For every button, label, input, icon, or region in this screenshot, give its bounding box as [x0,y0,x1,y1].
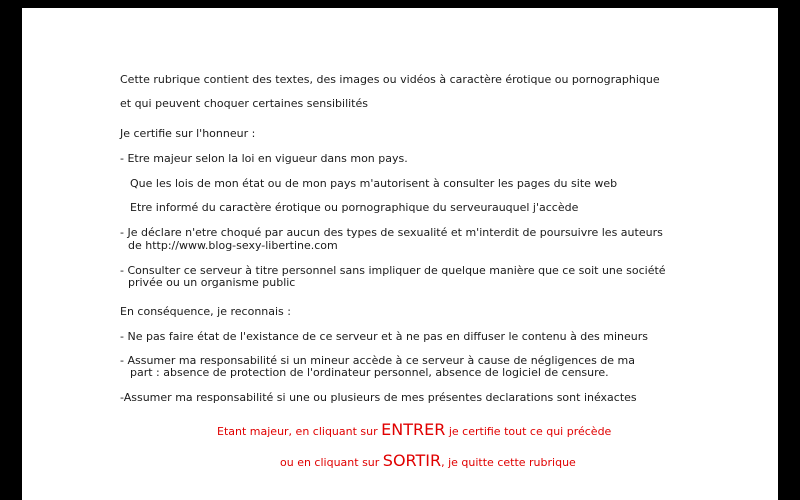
enter-line [217,421,611,441]
disclaimer-page [22,8,778,500]
certify-item-age: - Etre majeur selon la loi en vigueur dans mon pays. [120,152,408,165]
recognize-item-responsibility: - Assumer ma responsabilité si un mineur accède à ce serveur à cause de négligences de ma [120,354,635,367]
exit-line [280,452,576,472]
intro-line-1: Cette rubrique contient des textes, des images ou vidéos à caractère érotique ou pornographique [120,73,660,86]
certify-item-informed: Etre informé du caractère érotique ou pornographique du serveurauquel j'accède [130,201,579,214]
recognize-heading: En conséquence, je reconnais : [120,305,291,318]
recognize-item-minors: - Ne pas faire état de l'existance de ce serveur et à ne pas en diffuser le contenu à des mineurs [120,330,649,343]
certify-item-site-url: de http://www.blog-sexy-libertine.com [128,239,338,252]
exit-link[interactable]: SORTIR [382,451,442,470]
certify-item-personal-use: - Consulter ce serveur à titre personnel sans impliquer de quelque manière que ce soit une société [120,264,666,277]
exit-prefix: ou en cliquant sur [280,456,383,469]
enter-link[interactable]: ENTRER [381,420,446,439]
certify-item-not-shocked: - Je déclare n'etre choqué par aucun des types de sexualité et m'interdit de poursuivre les auteurs [120,226,663,239]
certify-item-laws: Que les lois de mon état ou de mon pays m'autorisent à consulter les pages du site web [130,177,618,190]
certify-item-organisation: privée ou un organisme public [128,276,296,289]
enter-prefix: Etant majeur, en cliquant sur [217,425,382,438]
exit-suffix: , je quitte cette rubrique [441,456,576,469]
certify-heading: Je certifie sur l'honneur : [120,127,256,140]
recognize-item-declarations: -Assumer ma responsabilité si une ou plusieurs de mes présentes declarations sont inéxactes [120,391,637,404]
enter-suffix: je certifie tout ce qui précède [445,425,612,438]
recognize-item-negligence: part : absence de protection de l'ordinateur personnel, absence de logiciel de censure. [130,366,609,379]
intro-line-2: et qui peuvent choquer certaines sensibilités [120,97,368,110]
